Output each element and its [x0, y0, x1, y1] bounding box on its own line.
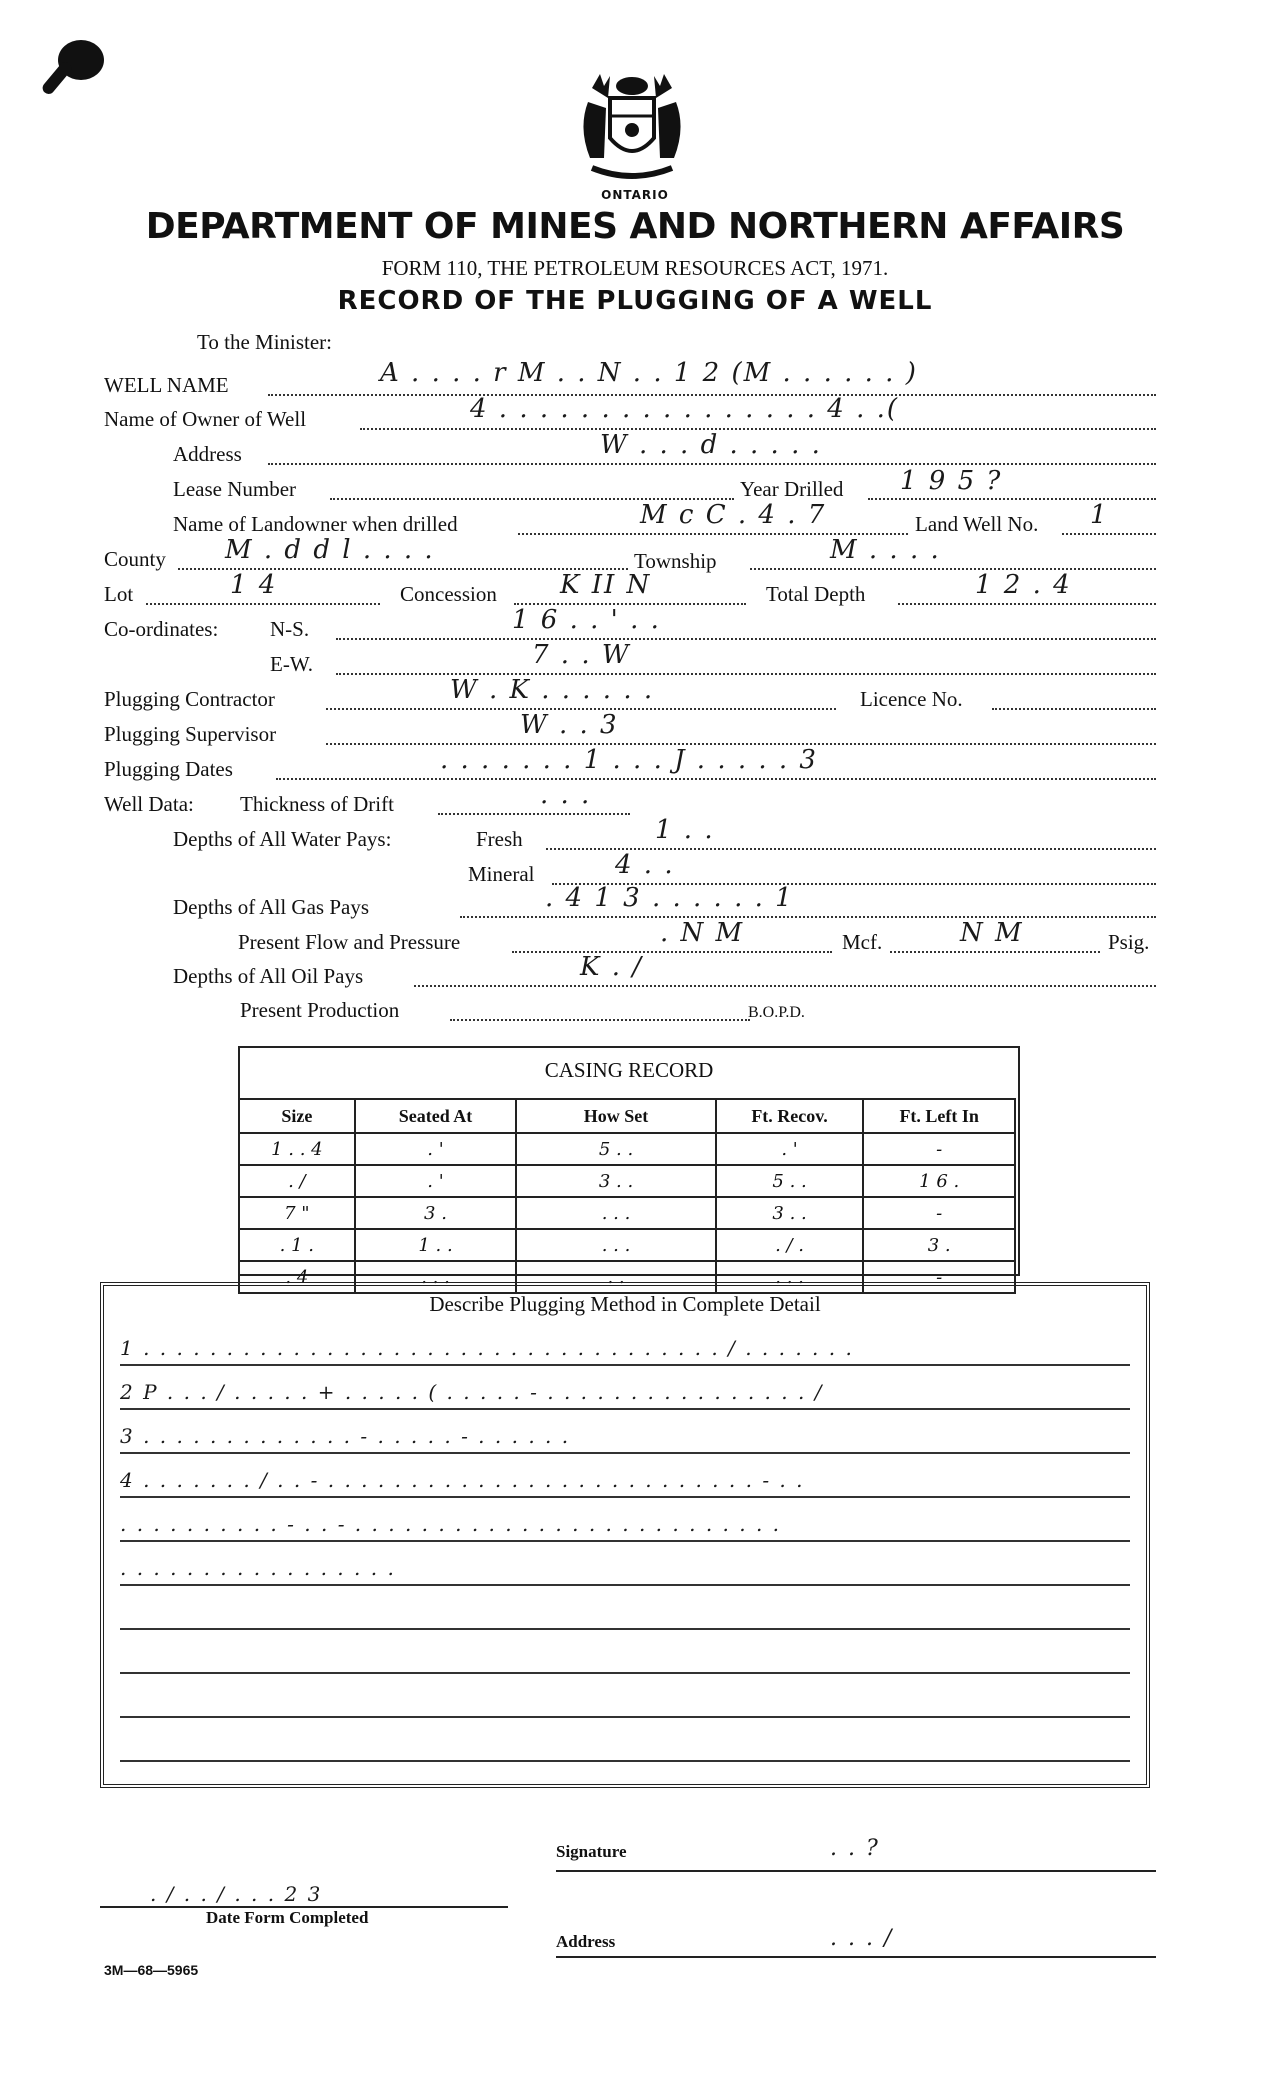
oil-pays-line: [414, 985, 1156, 987]
plugging-method-lines: [120, 1322, 1130, 1762]
casing-cell: 5 . .: [516, 1133, 715, 1165]
gas-pays-label: Depths of All Gas Pays: [173, 895, 369, 919]
gas-pays-line: [460, 916, 1156, 918]
plugging-method-line: [120, 1674, 1130, 1718]
pressure-value: N M: [960, 918, 1024, 948]
ns-line: [336, 638, 1156, 640]
present-flow-line: [512, 951, 832, 953]
address-value: W . . . d . . . . .: [600, 430, 822, 460]
owner-value: 4 . . . . . . . . . . . . . . . . 4 . .(: [470, 394, 900, 424]
signature-line: [556, 1870, 1156, 1872]
plugging-dates-label: Plugging Dates: [104, 757, 233, 781]
plugging-method-box: [100, 1282, 1150, 1788]
form-line: FORM 110, THE PETROLEUM RESOURCES ACT, 1971.: [381, 256, 889, 280]
table-row: [239, 1165, 1015, 1197]
ink-blot-mark: [38, 40, 110, 104]
thickness-drift-label: Thickness of Drift: [240, 792, 394, 816]
county-label: County: [104, 547, 166, 571]
casing-header-ft-left-in: Ft. Left In: [863, 1099, 1015, 1133]
casing-header-how-set: How Set: [516, 1099, 715, 1133]
coordinates-label: Co-ordinates:: [104, 617, 219, 641]
casing-record-title: CASING RECORD: [544, 1058, 714, 1082]
land-well-no-line: [1062, 533, 1156, 535]
plugging-method-line: [120, 1630, 1130, 1674]
casing-cell: . 4: [239, 1261, 355, 1293]
present-production-line: [450, 1019, 750, 1021]
mineral-label: Mineral: [468, 862, 535, 886]
well-data-label: Well Data:: [104, 792, 194, 816]
casing-header-ft-recov: Ft. Recov.: [716, 1099, 864, 1133]
township-line: [750, 568, 1156, 570]
casing-record-box: [238, 1046, 1020, 1288]
ew-label: E-W.: [270, 652, 313, 676]
ns-value: 1 6 . . ' . .: [512, 605, 661, 635]
lot-label: Lot: [104, 582, 134, 606]
gas-pays-value: . 4 1 3 . . . . . . 1: [545, 883, 794, 913]
signature-label: Signature: [556, 1842, 627, 1861]
licence-no-line: [992, 708, 1156, 710]
township-value: M . . . .: [830, 535, 941, 565]
casing-cell: 1 6 .: [863, 1165, 1015, 1197]
table-row: [239, 1229, 1015, 1261]
land-well-no-value: 1: [1090, 500, 1109, 530]
plugging-method-line: 1 . . . . . . . . . . . . . . . . . . . . . . . . . . . . . . . . . . . / . . . . . . .: [120, 1322, 1130, 1366]
lot-line: [146, 603, 380, 605]
casing-cell: 7 ": [239, 1197, 355, 1229]
department-title: DEPARTMENT OF MINES AND NORTHERN AFFAIRS: [145, 206, 1125, 247]
form-code: 3M—68—5965: [104, 1962, 199, 1978]
casing-cell: . . .: [355, 1261, 517, 1293]
land-well-no-label: Land Well No.: [915, 512, 1039, 536]
plugging-method-line: 3 . . . . . . . . . . . . . - . . . . . - . . . . . .: [120, 1410, 1130, 1454]
coat-of-arms-emblem: [570, 68, 694, 184]
year-drilled-value: 1 9 5 ?: [900, 466, 1003, 496]
fresh-label: Fresh: [476, 827, 523, 851]
present-production-label: Present Production: [240, 998, 400, 1022]
water-pays-label: Depths of All Water Pays:: [173, 827, 392, 851]
total-depth-value: 1 2 . 4: [975, 570, 1072, 600]
address-label: Address: [173, 442, 242, 466]
oil-pays-value: K . /: [580, 952, 643, 982]
total-depth-label: Total Depth: [766, 582, 866, 606]
lease-number-label: Lease Number: [173, 477, 297, 501]
present-flow-label: Present Flow and Pressure: [238, 930, 461, 954]
year-drilled-line: [868, 498, 1156, 500]
casing-cell: 3 .: [355, 1197, 517, 1229]
plugging-method-line: [120, 1586, 1130, 1630]
casing-cell: . .: [516, 1261, 715, 1293]
casing-cell: . . .: [516, 1197, 715, 1229]
casing-cell: . ': [716, 1133, 864, 1165]
ns-label: N-S.: [270, 617, 310, 641]
concession-label: Concession: [400, 582, 497, 606]
mcf-label: Mcf.: [842, 930, 883, 954]
total-depth-line: [898, 603, 1156, 605]
casing-header-size: Size: [239, 1099, 355, 1133]
plugging-supervisor-value: W . . 3: [520, 710, 619, 740]
casing-cell: . ': [355, 1133, 517, 1165]
plugging-method-line: 2 P . . . / . . . . . + . . . . . ( . . . . . - . . . . . . . . . . . . . . . . /: [120, 1366, 1130, 1410]
plugging-method-line: . . . . . . . . . . - . . - . . . . . . . . . . . . . . . . . . . . . . . . . .: [120, 1498, 1130, 1542]
well-name-value: A . . . . r M . . N . . 1 2 (M . . . . . . ): [380, 358, 918, 388]
address-signature-label: Address: [556, 1932, 616, 1951]
casing-cell: 1 . . 4: [239, 1133, 355, 1165]
lot-value: 1 4: [230, 570, 278, 600]
township-label: Township: [634, 549, 717, 573]
plugging-supervisor-label: Plugging Supervisor: [104, 722, 277, 746]
casing-cell: . . .: [716, 1261, 864, 1293]
casing-cell: . / .: [716, 1229, 864, 1261]
owner-label: Name of Owner of Well: [104, 407, 307, 431]
casing-header-seated-at: Seated At: [355, 1099, 517, 1133]
plugging-method-line: [120, 1718, 1130, 1762]
casing-table: [238, 1098, 1016, 1294]
plugging-dates-value: . . . . . . . 1 . . . J . . . . . 3: [440, 745, 818, 775]
thickness-drift-value: . . .: [540, 780, 592, 810]
province-label: ONTARIO: [601, 188, 669, 202]
casing-cell: . 1 .: [239, 1229, 355, 1261]
ew-value: 7 . . W: [532, 640, 631, 670]
fresh-value: 1 . .: [655, 815, 715, 845]
pressure-line: [890, 951, 1100, 953]
address-signature-value: . . . /: [830, 1926, 894, 1951]
casing-cell: -: [863, 1133, 1015, 1165]
plugging-contractor-label: Plugging Contractor: [104, 687, 275, 711]
oil-pays-label: Depths of All Oil Pays: [173, 964, 364, 988]
casing-cell: 5 . .: [716, 1165, 864, 1197]
casing-cell: 3 .: [863, 1229, 1015, 1261]
table-row: [239, 1197, 1015, 1229]
licence-no-label: Licence No.: [860, 687, 963, 711]
to-minister-label: To the Minister:: [197, 330, 333, 354]
plugging-method-line: . . . . . . . . . . . . . . . . .: [120, 1542, 1130, 1586]
plugging-contractor-value: W . K . . . . . .: [450, 675, 655, 705]
bopd-label: B.O.P.D.: [748, 1004, 805, 1021]
mineral-value: 4 . .: [615, 850, 675, 880]
concession-value: K II N: [560, 570, 652, 600]
casing-cell: 1 . .: [355, 1229, 517, 1261]
casing-cell: 3 . .: [716, 1197, 864, 1229]
date-completed-label: Date Form Completed: [206, 1908, 369, 1927]
present-flow-value: . N M: [660, 918, 745, 948]
address-signature-line: [556, 1956, 1156, 1958]
casing-cell: 3 . .: [516, 1165, 715, 1197]
county-value: M . d d l . . . .: [225, 535, 435, 565]
table-row: [239, 1133, 1015, 1165]
plugging-dates-line: [276, 778, 1156, 780]
signature-value: . . ?: [830, 1836, 880, 1861]
casing-cell: . /: [239, 1165, 355, 1197]
address-line: [268, 463, 1156, 465]
record-title: RECORD OF THE PLUGGING OF A WELL: [337, 286, 933, 316]
landowner-value: M c C . 4 . 7: [640, 500, 827, 530]
date-completed-value: . / . . / . . . 2 3: [150, 1882, 323, 1906]
plugging-method-title: Describe Plugging Method in Complete Detail: [429, 1292, 821, 1316]
psig-label: Psig.: [1108, 930, 1150, 954]
casing-cell: -: [863, 1261, 1015, 1293]
casing-cell: . ': [355, 1165, 517, 1197]
casing-cell: -: [863, 1197, 1015, 1229]
thickness-drift-line: [438, 813, 630, 815]
landowner-label: Name of Landowner when drilled: [173, 512, 458, 536]
year-drilled-label: Year Drilled: [740, 477, 844, 501]
plugging-method-line: 4 . . . . . . . / . . - . . . . . . . . . . . . . . . . . . . . . . . . . . - . .: [120, 1454, 1130, 1498]
casing-cell: . . .: [516, 1229, 715, 1261]
well-name-label: WELL NAME: [104, 373, 229, 397]
